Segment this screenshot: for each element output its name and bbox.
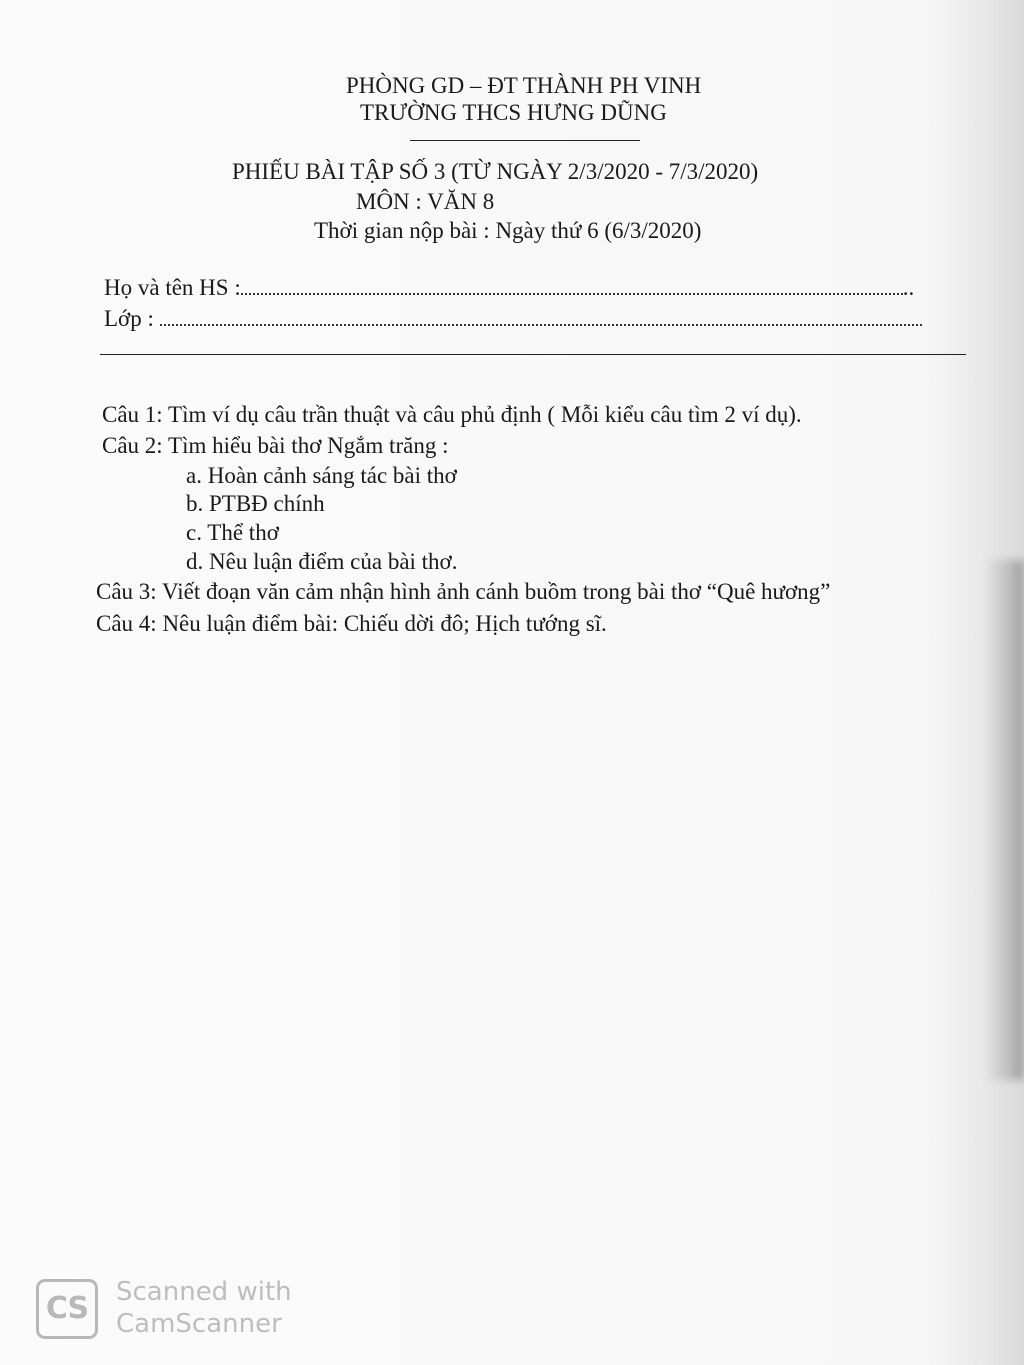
student-name-tail: .. [902, 275, 915, 300]
class-label: Lớp : [104, 306, 154, 331]
subject-line: MÔN : VĂN 8 [356, 189, 495, 214]
question-2: Câu 2: Tìm hiểu bài thơ Ngắm trăng : [102, 433, 449, 458]
worksheet-title: PHIẾU BÀI TẬP SỐ 3 (TỪ NGÀY 2/3/2020 - 7/3/2020) [232, 159, 759, 184]
header-underline [410, 140, 640, 141]
question-2-item-a: a. Hoàn cảnh sáng tác bài thơ [186, 463, 457, 488]
class-blank [160, 306, 922, 326]
watermark-line-1: Scanned with [116, 1277, 292, 1307]
school-heading: TRƯỜNG THCS HƯNG DŨNG [360, 100, 667, 125]
camscanner-watermark [116, 1276, 292, 1340]
page-edge-shadow [984, 560, 1024, 1080]
student-name-field [104, 274, 914, 302]
department-heading: PHÒNG GD – ĐT THÀNH PH VINH [346, 73, 702, 98]
section-divider [100, 354, 966, 355]
question-2-item-b: b. PTBĐ chính [186, 491, 325, 516]
student-name-label: Họ và tên HS : [104, 275, 241, 300]
question-4: Câu 4: Nêu luận điểm bài: Chiếu dời đô; Hịch tướng sĩ. [96, 611, 607, 636]
deadline-line: Thời gian nộp bài : Ngày thứ 6 (6/3/2020) [314, 218, 702, 243]
question-2-item-d: d. Nêu luận điểm của bài thơ. [186, 549, 458, 574]
camscanner-logo-icon: CS [36, 1279, 98, 1339]
question-2-item-c: c. Thể thơ [186, 520, 279, 545]
watermark-line-2: CamScanner [116, 1309, 282, 1339]
student-name-blank [241, 275, 903, 295]
class-field [104, 305, 922, 333]
question-3: Câu 3: Viết đoạn văn cảm nhận hình ảnh cánh buồm trong bài thơ “Quê hương” [96, 579, 831, 604]
question-1: Câu 1: Tìm ví dụ câu trần thuật và câu phủ định ( Mỗi kiểu câu tìm 2 ví dụ). [102, 402, 802, 427]
